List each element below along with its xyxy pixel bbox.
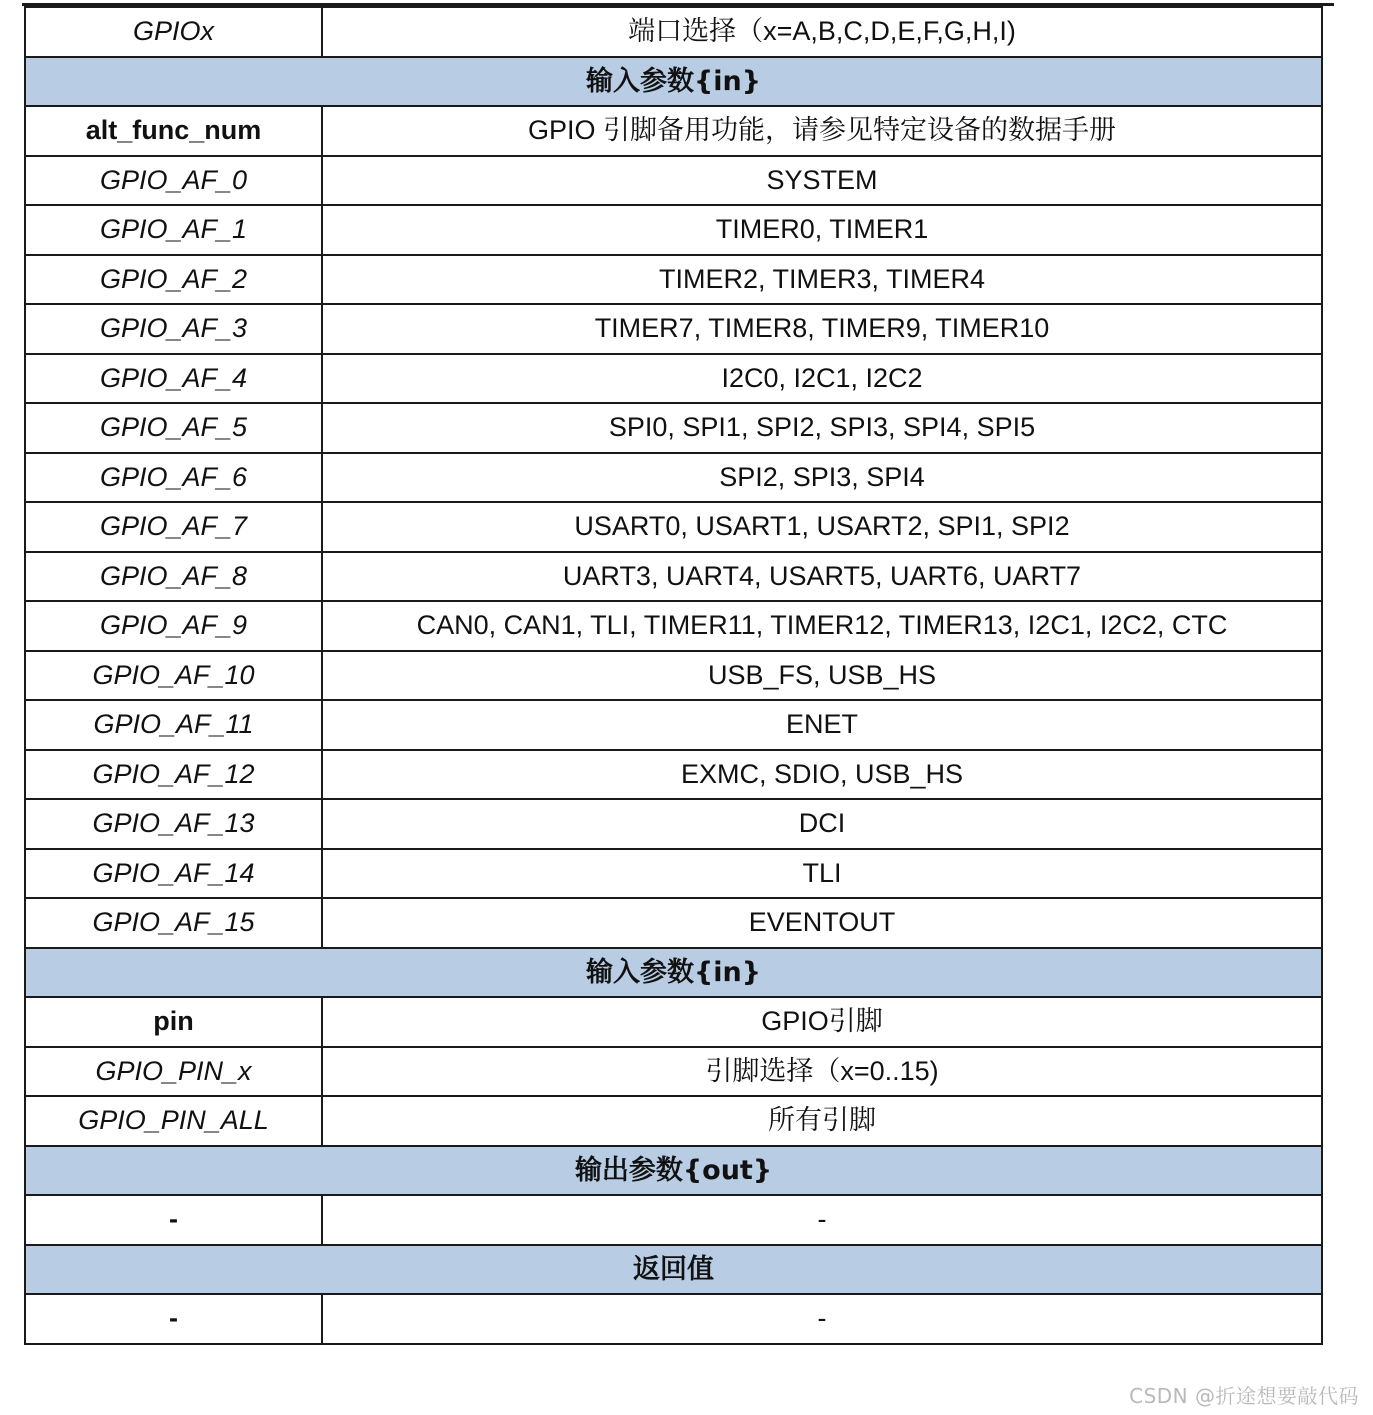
param-description-cell: USART0, USART1, USART2, SPI1, SPI2 bbox=[322, 502, 1322, 552]
param-description-cell: ENET bbox=[322, 700, 1322, 750]
param-name-cell: - bbox=[25, 1294, 322, 1344]
param-name-cell: GPIO_AF_12 bbox=[25, 750, 322, 800]
param-name-cell: - bbox=[25, 1195, 322, 1245]
parameter-table bbox=[24, 6, 1323, 1345]
table-row bbox=[25, 403, 1322, 453]
param-description-cell: - bbox=[322, 1294, 1322, 1344]
table-row bbox=[25, 898, 1322, 948]
section-header: 返回值 bbox=[25, 1245, 1322, 1295]
param-name-cell: pin bbox=[25, 997, 322, 1047]
param-description-cell: SPI2, SPI3, SPI4 bbox=[322, 453, 1322, 503]
param-description-cell: CAN0, CAN1, TLI, TIMER11, TIMER12, TIMER13, I2C1, I2C2, CTC bbox=[322, 601, 1322, 651]
param-name-cell: GPIO_AF_0 bbox=[25, 156, 322, 206]
param-name-cell: GPIO_AF_9 bbox=[25, 601, 322, 651]
section-header-row bbox=[25, 1245, 1322, 1295]
param-name-cell: GPIO_AF_5 bbox=[25, 403, 322, 453]
param-description-cell: - bbox=[322, 1195, 1322, 1245]
param-description-cell: SPI0, SPI1, SPI2, SPI3, SPI4, SPI5 bbox=[322, 403, 1322, 453]
section-header: 输入参数{in} bbox=[25, 57, 1322, 107]
table-row bbox=[25, 304, 1322, 354]
table-row bbox=[25, 1047, 1322, 1097]
table-row bbox=[25, 700, 1322, 750]
param-description-cell: TIMER2, TIMER3, TIMER4 bbox=[322, 255, 1322, 305]
table-row bbox=[25, 601, 1322, 651]
table-row bbox=[25, 156, 1322, 206]
param-name-cell: GPIO_AF_15 bbox=[25, 898, 322, 948]
param-name-cell: GPIO_AF_6 bbox=[25, 453, 322, 503]
param-description-cell: EXMC, SDIO, USB_HS bbox=[322, 750, 1322, 800]
table-row bbox=[25, 502, 1322, 552]
param-name-cell: GPIO_AF_3 bbox=[25, 304, 322, 354]
table-row bbox=[25, 106, 1322, 156]
table-row bbox=[25, 552, 1322, 602]
table-row bbox=[25, 997, 1322, 1047]
table-row bbox=[25, 1096, 1322, 1146]
param-description-cell: DCI bbox=[322, 799, 1322, 849]
param-description-cell: I2C0, I2C1, I2C2 bbox=[322, 354, 1322, 404]
param-description-cell: TIMER0, TIMER1 bbox=[322, 205, 1322, 255]
param-name-cell: GPIO_AF_14 bbox=[25, 849, 322, 899]
param-name-cell: GPIO_PIN_x bbox=[25, 1047, 322, 1097]
param-name-cell: GPIO_AF_1 bbox=[25, 205, 322, 255]
param-name-cell: GPIO_AF_7 bbox=[25, 502, 322, 552]
param-description-cell: GPIO引脚 bbox=[322, 997, 1322, 1047]
param-name-cell: GPIO_AF_2 bbox=[25, 255, 322, 305]
param-description-cell: SYSTEM bbox=[322, 156, 1322, 206]
param-description-cell: GPIO 引脚备用功能，请参见特定设备的数据手册 bbox=[322, 106, 1322, 156]
table-row bbox=[25, 651, 1322, 701]
param-name-cell: GPIO_AF_4 bbox=[25, 354, 322, 404]
table-row bbox=[25, 453, 1322, 503]
param-name-cell: GPIO_PIN_ALL bbox=[25, 1096, 322, 1146]
table-row bbox=[25, 354, 1322, 404]
table-row bbox=[25, 750, 1322, 800]
table-row bbox=[25, 205, 1322, 255]
param-description-cell: 端口选择（x=A,B,C,D,E,F,G,H,I) bbox=[322, 7, 1322, 57]
param-name-cell: GPIO_AF_8 bbox=[25, 552, 322, 602]
section-header-row bbox=[25, 1146, 1322, 1196]
section-header: 输出参数{out} bbox=[25, 1146, 1322, 1196]
parameter-table-body bbox=[25, 7, 1322, 1344]
param-description-cell: EVENTOUT bbox=[322, 898, 1322, 948]
table-row bbox=[25, 799, 1322, 849]
table-row bbox=[25, 255, 1322, 305]
section-header-row bbox=[25, 948, 1322, 998]
watermark: CSDN @折途想要敲代码 bbox=[1129, 1384, 1359, 1408]
table-row bbox=[25, 7, 1322, 57]
param-description-cell: TLI bbox=[322, 849, 1322, 899]
section-header: 输入参数{in} bbox=[25, 948, 1322, 998]
param-description-cell: UART3, UART4, USART5, UART6, UART7 bbox=[322, 552, 1322, 602]
param-description-cell: USB_FS, USB_HS bbox=[322, 651, 1322, 701]
param-name-cell: GPIO_AF_13 bbox=[25, 799, 322, 849]
param-description-cell: 引脚选择（x=0..15) bbox=[322, 1047, 1322, 1097]
table-row bbox=[25, 1294, 1322, 1344]
param-description-cell: TIMER7, TIMER8, TIMER9, TIMER10 bbox=[322, 304, 1322, 354]
table-row bbox=[25, 1195, 1322, 1245]
param-name-cell: alt_func_num bbox=[25, 106, 322, 156]
param-name-cell: GPIOx bbox=[25, 7, 322, 57]
section-header-row bbox=[25, 57, 1322, 107]
param-description-cell: 所有引脚 bbox=[322, 1096, 1322, 1146]
param-name-cell: GPIO_AF_11 bbox=[25, 700, 322, 750]
param-name-cell: GPIO_AF_10 bbox=[25, 651, 322, 701]
table-row bbox=[25, 849, 1322, 899]
